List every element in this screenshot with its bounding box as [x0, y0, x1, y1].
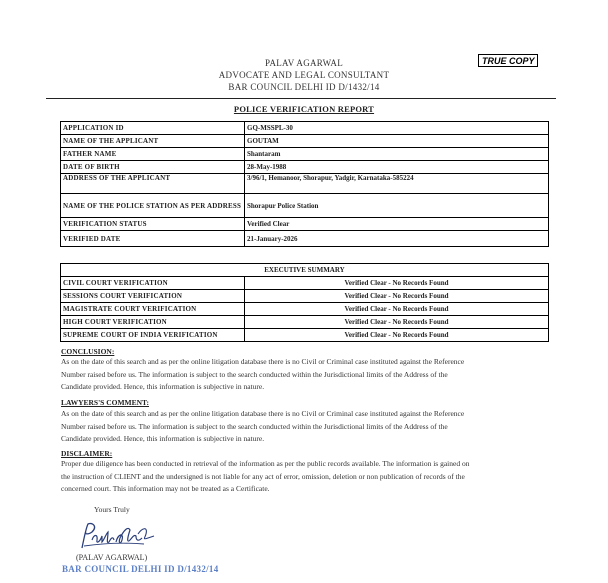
- disclaimer-line: Proper due diligence has been conducted in retrieval of the information as per the public records available. The information is gained on: [61, 459, 470, 468]
- lawyers-comment-line: Candidate provided. Hence, this information is subjective in nature.: [61, 434, 265, 443]
- disclaimer-line: concerned court. This information may not be treated as a Certificate.: [61, 484, 270, 493]
- court-status: Verified Clear - No Records Found: [245, 303, 549, 316]
- detail-value: GOUTAM: [245, 135, 549, 148]
- true-copy-stamp: TRUE COPY: [478, 54, 538, 67]
- court-label: HIGH COURT VERIFICATION: [61, 316, 245, 329]
- court-label: MAGISTRATE COURT VERIFICATION: [61, 303, 245, 316]
- table-row: [61, 290, 549, 303]
- detail-value: Shorapur Police Station: [245, 194, 549, 218]
- header-bar-id: BAR COUNCIL DELHI ID D/1432/14: [228, 82, 380, 92]
- lawyers-comment-line: Number raised before us. The information is subject to the search conducted within the Jurisdictional limits of the Address of the: [61, 421, 448, 431]
- conclusion-text: [61, 356, 551, 394]
- table-row: [61, 277, 549, 290]
- lawyers-comment-line: As on the date of this search and as per the online litigation database there is no Civil or Criminal case instituted against the Reference: [61, 409, 465, 418]
- conclusion-line: Candidate provided. Hence, this information is subjective in nature.: [61, 382, 265, 391]
- signatory-bar-id: BAR COUNCIL DELHI ID D/1432/14: [62, 564, 219, 574]
- disclaimer-heading: DISCLAIMER:: [61, 449, 113, 458]
- court-status: Verified Clear - No Records Found: [245, 277, 549, 290]
- yours-truly: Yours Truly: [94, 505, 130, 514]
- advocate-designation: ADVOCATE AND LEGAL CONSULTANT: [218, 70, 390, 80]
- table-row: [61, 148, 549, 161]
- detail-value: GQ-MSSPL-30: [245, 122, 549, 135]
- detail-value: Shantaram: [245, 148, 549, 161]
- signature-image: [78, 520, 158, 552]
- table-row: [61, 194, 549, 218]
- lawyers-comment-heading: LAWYERS'S COMMENT:: [61, 398, 149, 407]
- table-row: [61, 218, 549, 231]
- detail-label: VERIFIED DATE: [61, 231, 245, 247]
- advocate-name: PALAV AGARWAL: [264, 58, 343, 68]
- detail-label: FATHER NAME: [61, 148, 245, 161]
- detail-label: APPLICATION ID: [61, 122, 245, 135]
- table-row: [61, 231, 549, 247]
- table-row: [61, 264, 549, 277]
- table-row: [61, 316, 549, 329]
- court-status: Verified Clear - No Records Found: [245, 316, 549, 329]
- detail-value: 21-January-2026: [245, 231, 549, 247]
- detail-label: NAME OF THE APPLICANT: [61, 135, 245, 148]
- header-divider: [46, 98, 556, 99]
- conclusion-line: As on the date of this search and as per the online litigation database there is no Civil or Criminal case instituted against the Reference: [61, 357, 465, 366]
- detail-value: 3/96/1, Hemanoor, Shorapur, Yadgir, Karnataka-585224: [245, 174, 549, 194]
- court-status: Verified Clear - No Records Found: [245, 290, 549, 303]
- table-row: [61, 122, 549, 135]
- lawyers-comment-text: [61, 408, 551, 446]
- conclusion-heading: CONCLUSION:: [61, 347, 115, 356]
- disclaimer-line: the instruction of CLIENT and the undersigned is not liable for any act of error, omission, deletion or non publication of records of the: [61, 471, 465, 481]
- table-row: [61, 329, 549, 342]
- executive-summary-table: [60, 263, 549, 342]
- detail-value: Verified Clear: [245, 218, 549, 231]
- court-status: Verified Clear - No Records Found: [245, 329, 549, 342]
- detail-label: VERIFICATION STATUS: [61, 218, 245, 231]
- conclusion-line: Number raised before us. The information is subject to the search conducted within the Jurisdictional limits of the Address of the: [61, 369, 448, 379]
- court-label: SUPREME COURT OF INDIA VERIFICATION: [61, 329, 245, 342]
- table-row: [61, 303, 549, 316]
- disclaimer-text: [61, 458, 551, 496]
- executive-summary-title: EXECUTIVE SUMMARY: [61, 264, 549, 277]
- signatory-name: (PALAV AGARWAL): [76, 553, 148, 562]
- detail-label: ADDRESS OF THE APPLICANT: [61, 174, 245, 194]
- detail-label: DATE OF BIRTH: [61, 161, 245, 174]
- applicant-details-table: [60, 121, 549, 247]
- detail-value: 28-May-1988: [245, 161, 549, 174]
- court-label: CIVIL COURT VERIFICATION: [61, 277, 245, 290]
- table-row: [61, 161, 549, 174]
- table-row: [61, 174, 549, 194]
- court-label: SESSIONS COURT VERIFICATION: [61, 290, 245, 303]
- detail-label: NAME OF THE POLICE STATION AS PER ADDRESS: [61, 194, 245, 218]
- report-title: POLICE VERIFICATION REPORT: [233, 104, 375, 114]
- table-row: [61, 135, 549, 148]
